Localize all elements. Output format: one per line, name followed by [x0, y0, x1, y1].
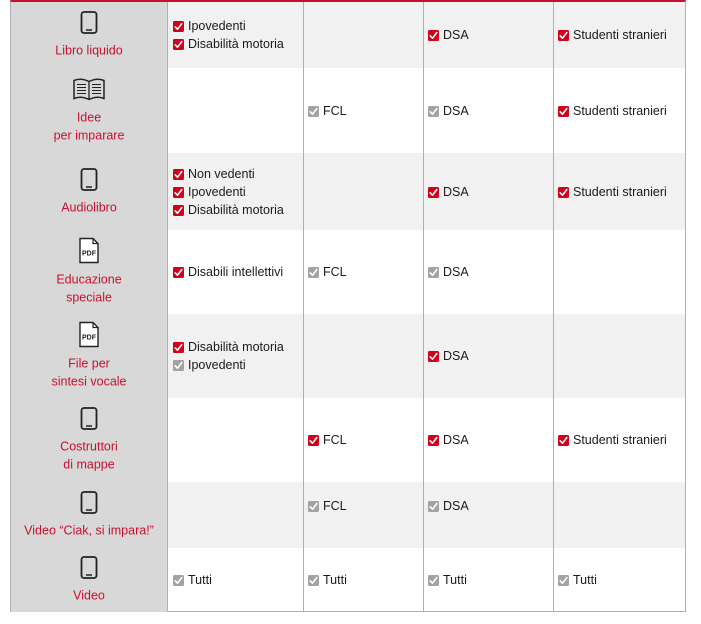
audience-label: Ipovedenti	[188, 358, 246, 372]
audience-item	[173, 17, 284, 35]
accessibility-table	[10, 0, 686, 612]
checkbox-checked-icon	[173, 575, 184, 586]
checkbox-checked-icon	[308, 501, 319, 512]
checkbox-checked-icon	[558, 30, 569, 41]
audience-label: DSA	[443, 28, 469, 42]
audience-label: Studenti stranieri	[573, 433, 667, 447]
checkbox-checked-icon	[558, 575, 569, 586]
audience-label: Non vedenti	[188, 167, 255, 181]
resource-label-cell	[11, 2, 167, 68]
tablet-icon	[11, 556, 167, 585]
audience-label: DSA	[443, 104, 469, 118]
audience-item	[428, 102, 469, 120]
audience-item	[308, 497, 347, 515]
audience-item	[558, 26, 667, 44]
audience-item	[173, 201, 284, 219]
resource-label-cell	[11, 314, 167, 398]
table-row	[11, 548, 685, 612]
checkbox-checked-icon	[428, 106, 439, 117]
checkbox-checked-icon	[558, 106, 569, 117]
svg-text:PDF: PDF	[82, 334, 96, 342]
audience-cell	[428, 347, 469, 365]
audience-item	[173, 263, 283, 281]
audience-item	[308, 102, 347, 120]
audience-item	[428, 26, 469, 44]
audience-item	[173, 165, 284, 183]
audience-cell	[428, 431, 469, 449]
audience-label: Disabilità motoria	[188, 37, 284, 51]
open-book-icon	[11, 77, 167, 106]
audience-label: Disabili intellettivi	[188, 265, 284, 279]
audience-label: FCL	[323, 104, 347, 118]
audience-cell	[173, 165, 284, 219]
audience-label: Tutti	[443, 573, 467, 587]
audience-label: DSA	[443, 265, 469, 279]
pdf-file-icon	[11, 322, 167, 353]
audience-label: DSA	[443, 349, 469, 363]
checkbox-checked-icon	[428, 501, 439, 512]
audience-label: Tutti	[573, 573, 597, 587]
checkbox-checked-icon	[173, 39, 184, 50]
checkbox-checked-icon	[428, 351, 439, 362]
checkbox-checked-icon	[428, 187, 439, 198]
audience-cell	[558, 431, 667, 449]
audience-item	[558, 431, 667, 449]
audience-label: FCL	[323, 499, 347, 513]
audience-label: Studenti stranieri	[573, 28, 667, 42]
resource-label-cell	[11, 398, 167, 482]
audience-cell	[428, 497, 469, 515]
checkbox-checked-icon	[558, 435, 569, 446]
resource-name: Video “Ciak, si impara!”	[24, 523, 154, 538]
audience-label: Disabilità motoria	[188, 340, 284, 354]
resource-name: Video	[73, 588, 105, 603]
column-divider	[423, 2, 424, 611]
audience-cell	[308, 102, 347, 120]
tablet-icon	[11, 167, 167, 196]
resource-name: Libro liquido	[55, 43, 123, 58]
checkbox-checked-icon	[558, 187, 569, 198]
resource-label-cell	[11, 482, 167, 548]
checkbox-checked-icon	[173, 169, 184, 180]
resource-label-cell	[11, 230, 167, 314]
table-row	[11, 2, 685, 68]
checkbox-checked-icon	[173, 360, 184, 371]
resource-label-cell	[11, 153, 167, 230]
resource-name: Audiolibro	[61, 200, 117, 214]
audience-cell	[173, 17, 284, 53]
audience-cell	[558, 26, 667, 44]
audience-cell	[173, 338, 284, 374]
audience-item	[173, 35, 284, 53]
table-row	[11, 314, 685, 398]
resource-label-cell	[11, 68, 167, 153]
checkbox-checked-icon	[173, 21, 184, 32]
audience-cell	[428, 571, 467, 589]
audience-item	[558, 102, 667, 120]
checkbox-checked-icon	[173, 205, 184, 216]
audience-cell	[308, 431, 347, 449]
tablet-icon	[11, 407, 167, 436]
checkbox-checked-icon	[308, 435, 319, 446]
resource-label-cell	[11, 548, 167, 612]
column-divider	[167, 2, 168, 611]
audience-item	[173, 571, 212, 589]
checkbox-checked-icon	[173, 342, 184, 353]
audience-label: Studenti stranieri	[573, 185, 667, 199]
svg-text:PDF: PDF	[82, 250, 96, 258]
audience-cell	[308, 497, 347, 515]
audience-cell	[558, 183, 667, 201]
checkbox-checked-icon	[173, 187, 184, 198]
audience-item	[428, 347, 469, 365]
audience-item	[558, 571, 597, 589]
audience-label: FCL	[323, 433, 347, 447]
checkbox-checked-icon	[428, 267, 439, 278]
resource-name: File per sintesi vocale	[51, 356, 127, 389]
audience-item	[308, 431, 347, 449]
audience-cell	[173, 263, 283, 281]
audience-label: FCL	[323, 265, 347, 279]
checkbox-checked-icon	[308, 267, 319, 278]
table-row	[11, 68, 685, 153]
audience-cell	[558, 571, 597, 589]
audience-item	[173, 356, 284, 374]
column-divider	[553, 2, 554, 611]
audience-label: DSA	[443, 185, 469, 199]
audience-label: Ipovedenti	[188, 185, 246, 199]
resource-name: Idee per imparare	[53, 110, 125, 142]
audience-item	[428, 571, 467, 589]
audience-label: DSA	[443, 433, 469, 447]
audience-item	[428, 431, 469, 449]
audience-cell	[308, 571, 347, 589]
table-row	[11, 153, 685, 230]
audience-item	[173, 338, 284, 356]
tablet-icon	[11, 11, 167, 40]
table-row	[11, 482, 685, 548]
audience-item	[428, 183, 469, 201]
checkbox-checked-icon	[428, 30, 439, 41]
audience-cell	[428, 102, 469, 120]
audience-label: Disabilità motoria	[188, 203, 284, 217]
audience-item	[308, 263, 347, 281]
resource-name: Costruttori di mappe	[60, 439, 118, 472]
audience-cell	[173, 571, 212, 589]
audience-cell	[308, 263, 347, 281]
checkbox-checked-icon	[428, 435, 439, 446]
audience-cell	[428, 263, 469, 281]
audience-cell	[428, 26, 469, 44]
checkbox-checked-icon	[428, 575, 439, 586]
audience-cell	[428, 183, 469, 201]
checkbox-checked-icon	[308, 575, 319, 586]
audience-label: Tutti	[188, 573, 212, 587]
checkbox-checked-icon	[308, 106, 319, 117]
table-row	[11, 398, 685, 482]
audience-label: DSA	[443, 499, 469, 513]
tablet-icon	[11, 491, 167, 520]
resource-name: Educazione speciale	[56, 272, 122, 305]
audience-item	[428, 497, 469, 515]
audience-item	[558, 183, 667, 201]
audience-label: Tutti	[323, 573, 347, 587]
table-row	[11, 230, 685, 314]
audience-item	[308, 571, 347, 589]
audience-label: Ipovedenti	[188, 19, 246, 33]
audience-item	[173, 183, 284, 201]
audience-label: Studenti stranieri	[573, 104, 667, 118]
checkbox-checked-icon	[173, 267, 184, 278]
column-divider	[303, 2, 304, 611]
audience-item	[428, 263, 469, 281]
audience-cell	[558, 102, 667, 120]
pdf-file-icon	[11, 238, 167, 269]
